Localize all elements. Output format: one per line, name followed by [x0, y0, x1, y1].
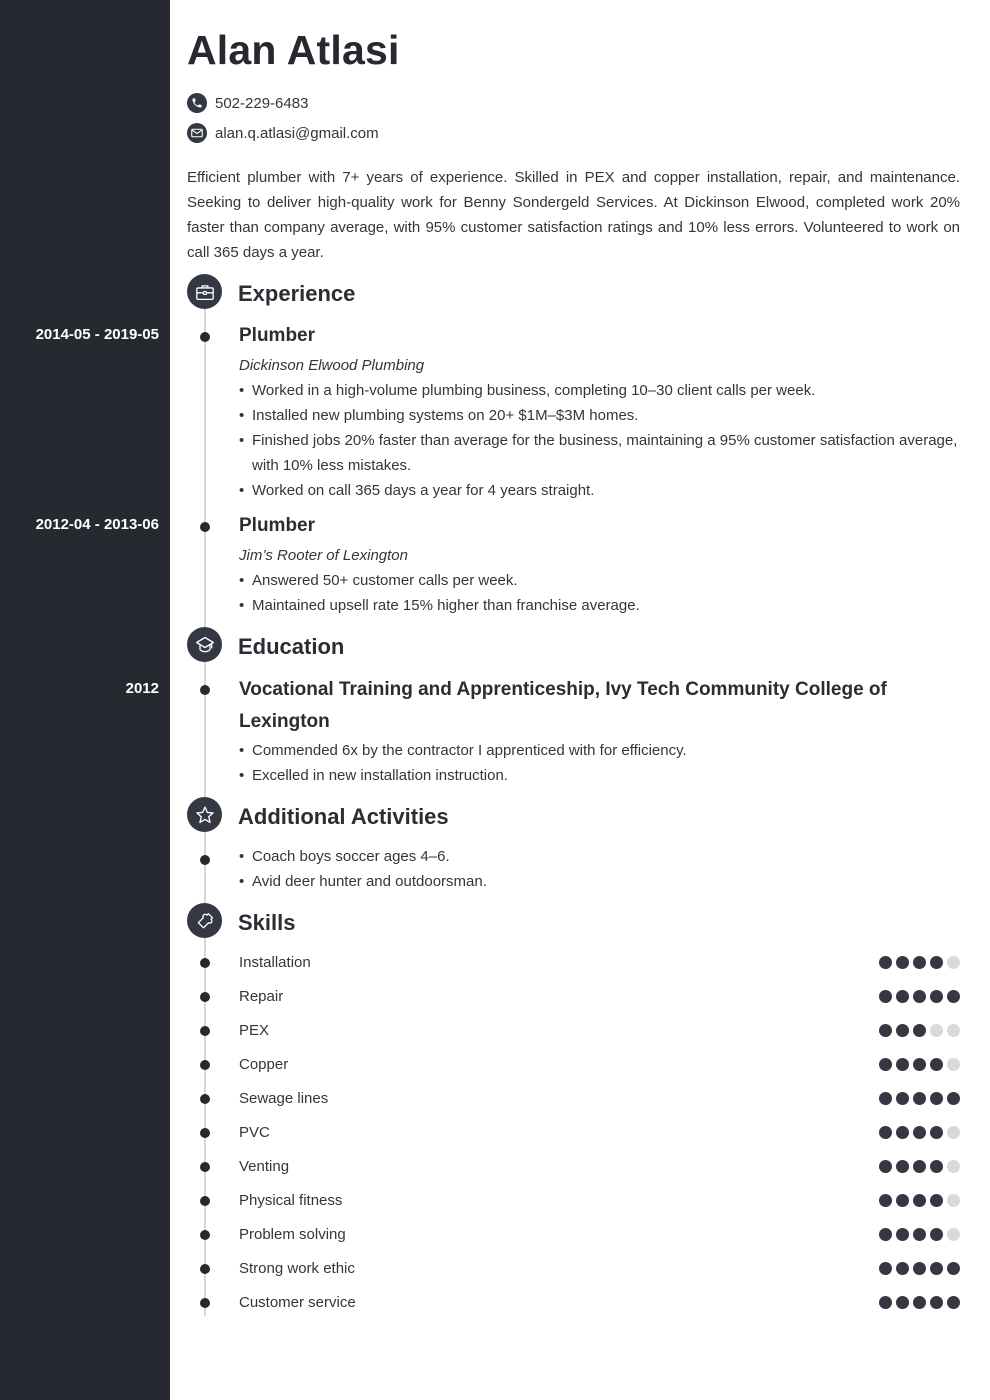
timeline-dot	[200, 522, 210, 532]
timeline-dot	[200, 1128, 210, 1138]
rating-dot-filled	[947, 1092, 960, 1105]
section-title-education: Education	[238, 634, 345, 659]
timeline-dot	[200, 1060, 210, 1070]
rating-dot-filled	[913, 1262, 926, 1275]
timeline-dot	[200, 685, 210, 695]
contact-phone	[187, 93, 308, 113]
puzzle-piece-icon	[187, 903, 222, 938]
rating-dot-filled	[930, 1228, 943, 1241]
professional-summary: Efficient plumber with 7+ years of experience. Skilled in PEX and copper installation, repair, and maintenance. Seeking to deliver high-quality work for Benny Sondergeld Services. At Dickinson Elwood, completed work 20% faster than company average, with 95% customer satisfaction ratings and 10% less errors. Volunteered to work on call 365 days a year.	[187, 169, 960, 261]
rating-dot-filled	[913, 1296, 926, 1309]
skill-rating	[879, 1058, 960, 1071]
rating-dot-empty	[947, 956, 960, 969]
timeline-dot	[200, 992, 210, 1002]
timeline-dot	[200, 1298, 210, 1308]
job-bullet: • Worked on call 365 days a year for 4 years straight.	[239, 478, 961, 503]
rating-dot-empty	[947, 1194, 960, 1207]
phone-icon	[187, 93, 207, 113]
job-title: Plumber	[239, 515, 316, 536]
rating-dot-filled	[879, 1160, 892, 1173]
email-address: alan.q.atlasi@gmail.com	[215, 124, 379, 142]
rating-dot-filled	[879, 990, 892, 1003]
rating-dot-filled	[879, 956, 892, 969]
skill-name: Physical fitness	[239, 1192, 343, 1209]
rating-dot-empty	[947, 1228, 960, 1241]
section-title-experience: Experience	[238, 281, 356, 306]
skill-name: PVC	[239, 1124, 270, 1141]
rating-dot-filled	[913, 1092, 926, 1105]
rating-dot-filled	[930, 990, 943, 1003]
rating-dot-filled	[947, 990, 960, 1003]
skill-name: PEX	[239, 1022, 270, 1039]
rating-dot-filled	[896, 1092, 909, 1105]
rating-dot-filled	[913, 1126, 926, 1139]
rating-dot-filled	[896, 1194, 909, 1207]
rating-dot-filled	[930, 1194, 943, 1207]
rating-dot-filled	[879, 1024, 892, 1037]
timeline-dot	[200, 1230, 210, 1240]
rating-dot-filled	[879, 1228, 892, 1241]
job-bullet: • Finished jobs 20% faster than average for the business, maintaining a 95% customer satisfaction average, with 10% less mistakes.	[239, 428, 961, 478]
rating-dot-filled	[896, 1160, 909, 1173]
skill-rating	[879, 1092, 960, 1105]
skill-name: Strong work ethic	[239, 1260, 355, 1277]
activity-bullet: • Avid deer hunter and outdoorsman.	[239, 869, 961, 894]
timeline-dot	[200, 1264, 210, 1274]
activity-bullet: • Coach boys soccer ages 4–6.	[239, 844, 961, 869]
skill-rating	[879, 1194, 960, 1207]
skill-rating	[879, 1296, 960, 1309]
skill-name: Problem solving	[239, 1226, 346, 1243]
job-bullet: • Maintained upsell rate 15% higher than franchise average.	[239, 593, 961, 618]
company-name: Dickinson Elwood Plumbing	[239, 357, 425, 374]
skill-rating	[879, 956, 960, 969]
rating-dot-filled	[896, 1262, 909, 1275]
timeline-dot	[200, 332, 210, 342]
rating-dot-filled	[913, 990, 926, 1003]
envelope-icon	[187, 123, 207, 143]
education-bullet: • Excelled in new installation instruction.	[239, 763, 961, 788]
job-bullet: • Answered 50+ customer calls per week.	[239, 568, 961, 593]
timeline-dot	[200, 958, 210, 968]
rating-dot-filled	[913, 1058, 926, 1071]
skill-rating	[879, 1228, 960, 1241]
timeline-dot	[200, 1026, 210, 1036]
job-dates: 2014-05 - 2019-05	[35, 326, 159, 343]
job-bullet: • Installed new plumbing systems on 20+ $1M–$3M homes.	[239, 403, 961, 428]
section-title-skills: Skills	[238, 910, 296, 935]
rating-dot-filled	[879, 1092, 892, 1105]
skill-name: Installation	[239, 954, 311, 971]
rating-dot-filled	[879, 1126, 892, 1139]
skill-rating	[879, 1024, 960, 1037]
phone-number: 502-229-6483	[215, 94, 309, 112]
rating-dot-empty	[930, 1024, 943, 1037]
rating-dot-filled	[913, 956, 926, 969]
rating-dot-filled	[913, 1024, 926, 1037]
skill-name: Repair	[239, 988, 284, 1005]
timeline-dot	[200, 1094, 210, 1104]
rating-dot-empty	[947, 1024, 960, 1037]
rating-dot-filled	[930, 1262, 943, 1275]
skill-name: Sewage lines	[239, 1090, 329, 1107]
rating-dot-filled	[930, 1160, 943, 1173]
rating-dot-filled	[930, 1058, 943, 1071]
rating-dot-filled	[896, 1126, 909, 1139]
rating-dot-filled	[947, 1262, 960, 1275]
education-date: 2012	[125, 680, 159, 697]
timeline-dot	[200, 1162, 210, 1172]
timeline-dot	[200, 855, 210, 865]
contact-email	[187, 123, 379, 143]
sidebar	[0, 0, 170, 1400]
rating-dot-filled	[896, 1296, 909, 1309]
rating-dot-filled	[879, 1296, 892, 1309]
timeline-dot	[200, 1196, 210, 1206]
rating-dot-filled	[896, 990, 909, 1003]
rating-dot-filled	[947, 1296, 960, 1309]
rating-dot-filled	[913, 1228, 926, 1241]
rating-dot-filled	[930, 1296, 943, 1309]
rating-dot-filled	[896, 1058, 909, 1071]
job-dates: 2012-04 - 2013-06	[35, 516, 159, 533]
rating-dot-empty	[947, 1160, 960, 1173]
rating-dot-filled	[879, 1262, 892, 1275]
skill-name: Customer service	[239, 1294, 356, 1311]
skill-rating	[879, 990, 960, 1003]
star-icon	[187, 797, 222, 832]
rating-dot-filled	[896, 956, 909, 969]
skill-rating	[879, 1160, 960, 1173]
rating-dot-filled	[879, 1194, 892, 1207]
job-title: Plumber	[239, 325, 316, 346]
rating-dot-empty	[947, 1126, 960, 1139]
skill-rating	[879, 1262, 960, 1275]
education-title: Vocational Training and Apprenticeship, Ivy Tech Community College of Lexington	[239, 679, 887, 732]
rating-dot-filled	[930, 1092, 943, 1105]
briefcase-icon	[187, 274, 222, 309]
skill-name: Copper	[239, 1056, 289, 1073]
skill-rating	[879, 1126, 960, 1139]
rating-dot-filled	[930, 956, 943, 969]
job-bullet: • Worked in a high-volume plumbing business, completing 10–30 client calls per week.	[239, 378, 961, 403]
graduation-cap-icon	[187, 627, 222, 662]
section-title-activities: Additional Activities	[238, 804, 449, 829]
rating-dot-filled	[896, 1024, 909, 1037]
rating-dot-filled	[896, 1228, 909, 1241]
company-name: Jim’s Rooter of Lexington	[239, 547, 408, 564]
rating-dot-filled	[879, 1058, 892, 1071]
skill-name: Venting	[239, 1158, 290, 1175]
rating-dot-filled	[930, 1126, 943, 1139]
rating-dot-empty	[947, 1058, 960, 1071]
rating-dot-filled	[913, 1194, 926, 1207]
candidate-name: Alan Atlasi	[187, 27, 400, 73]
rating-dot-filled	[913, 1160, 926, 1173]
education-bullet: • Commended 6x by the contractor I apprenticed with for efficiency.	[239, 738, 961, 763]
